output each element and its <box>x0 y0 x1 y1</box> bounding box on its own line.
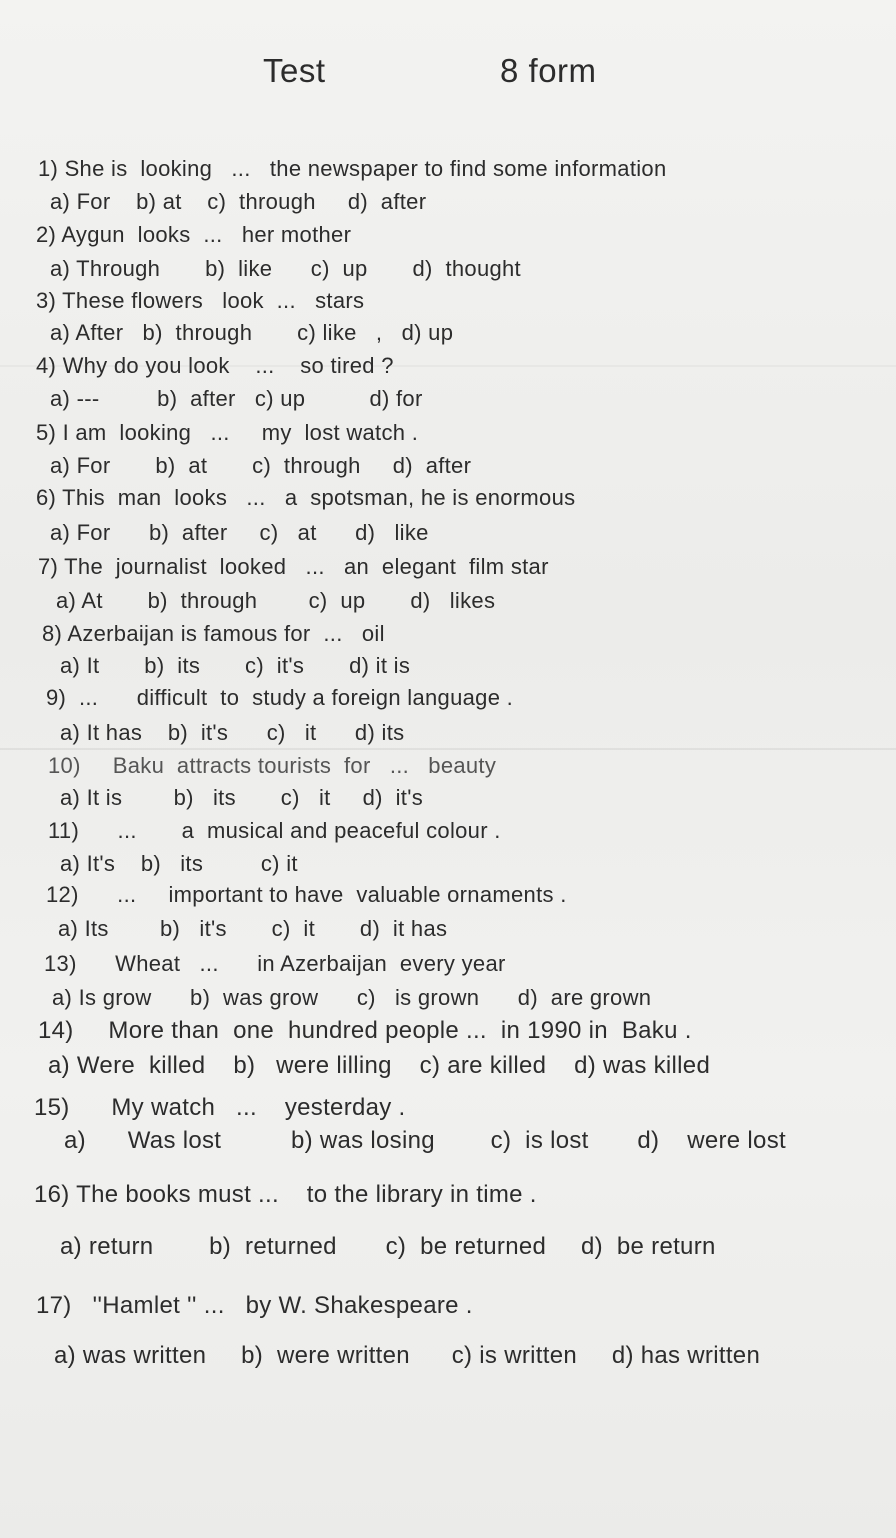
options-13: a) Is grow b) was grow c) is grown d) are grown <box>52 985 652 1010</box>
question-6: 6) This man looks ... a spotsman, he is enormous <box>36 485 576 510</box>
question-13: 13) Wheat ... in Azerbaijan every year <box>44 951 506 976</box>
options-15: a) Was lost b) was losing c) is lost d) were lost <box>64 1127 786 1154</box>
question-16: 16) The books must ... to the library in time . <box>34 1181 537 1208</box>
question-9: 9) ... difficult to study a foreign language . <box>46 685 514 710</box>
options-10: a) It is b) its c) it d) it's <box>60 785 423 810</box>
options-14: a) Were killed b) were lilling c) are killed d) was killed <box>48 1052 711 1079</box>
question-1: 1) She is looking ... the newspaper to find some information <box>38 156 667 181</box>
question-8: 8) Azerbaijan is famous for ... oil <box>42 621 385 646</box>
options-1: a) For b) at c) through d) after <box>50 189 427 214</box>
options-7: a) At b) through c) up d) likes <box>56 588 496 613</box>
paper-fold-line <box>0 748 896 750</box>
options-12: a) Its b) it's c) it d) it has <box>58 916 448 941</box>
options-17: a) was written b) were written c) is written d) has written <box>54 1342 761 1369</box>
question-12: 12) ... important to have valuable ornaments . <box>46 882 567 907</box>
options-8: a) It b) its c) it's d) it is <box>60 653 411 678</box>
options-16: a) return b) returned c) be returned d) be return <box>60 1233 716 1260</box>
options-2: a) Through b) like c) up d) thought <box>50 256 521 281</box>
question-7: 7) The journalist looked ... an elegant film star <box>38 554 549 579</box>
question-15: 15) My watch ... yesterday . <box>34 1094 406 1121</box>
options-5: a) For b) at c) through d) after <box>50 453 472 478</box>
options-4: a) --- b) after c) up d) for <box>50 386 423 411</box>
grade-label: 8 form <box>500 52 597 89</box>
options-11: a) It's b) its c) it <box>60 851 298 876</box>
options-9: a) It has b) it's c) it d) its <box>60 720 405 745</box>
question-4: 4) Why do you look ... so tired ? <box>36 353 394 378</box>
question-17: 17) ''Hamlet '' ... by W. Shakespeare . <box>36 1292 473 1319</box>
question-11: 11) ... a musical and peaceful colour . <box>48 818 501 843</box>
test-title: Test <box>263 52 326 89</box>
question-10: 10) Baku attracts tourists for ... beauty <box>48 753 497 778</box>
question-5: 5) I am looking ... my lost watch . <box>36 420 419 445</box>
question-2: 2) Aygun looks ... her mother <box>36 222 352 247</box>
question-14: 14) More than one hundred people ... in 1990 in Baku . <box>38 1017 692 1044</box>
options-3: a) After b) through c) like , d) up <box>50 320 454 345</box>
options-6: a) For b) after c) at d) like <box>50 520 429 545</box>
question-3: 3) These flowers look ... stars <box>36 288 365 313</box>
